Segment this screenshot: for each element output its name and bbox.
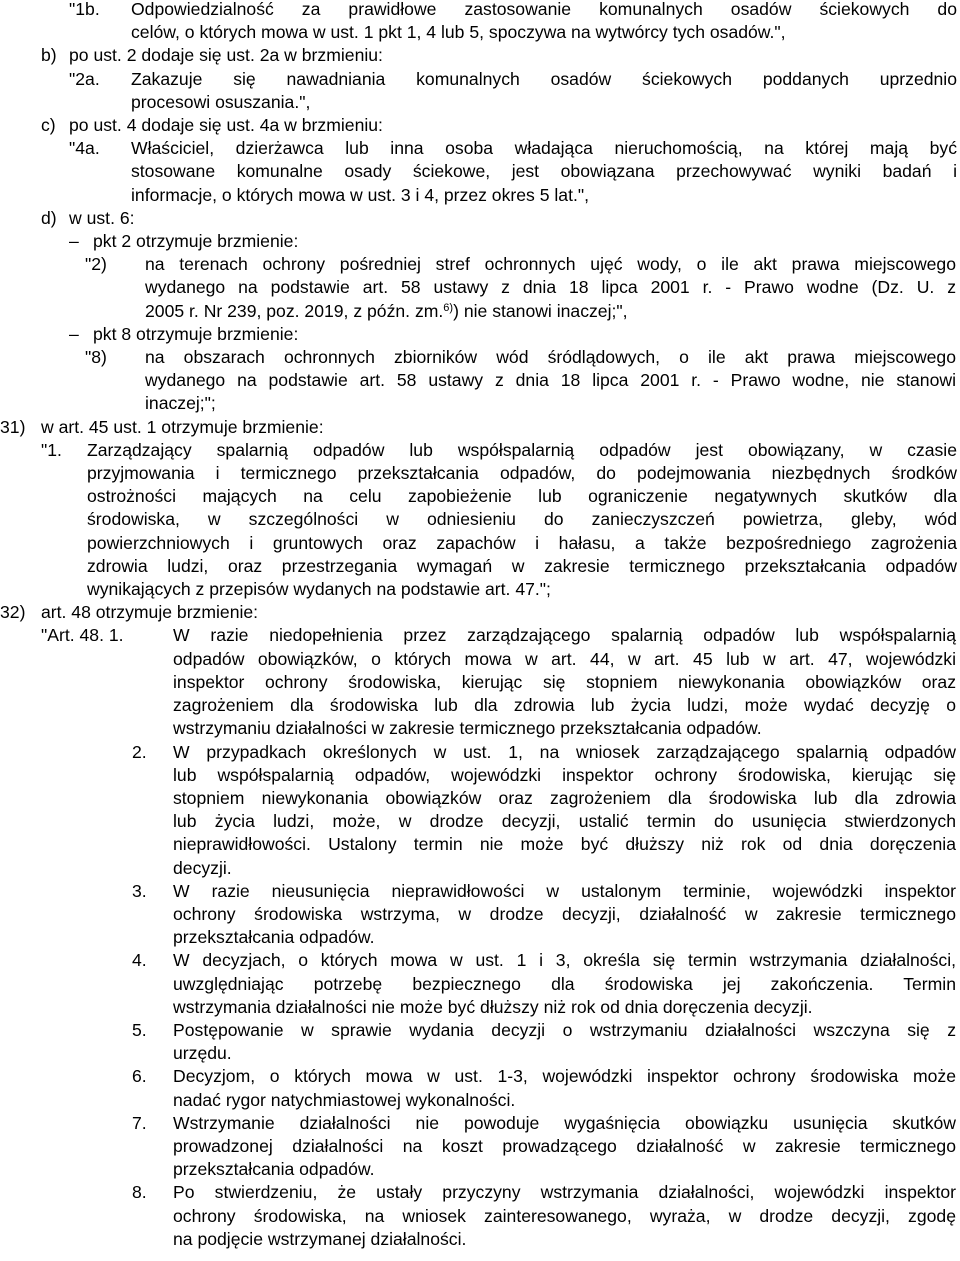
- text-line: urzędu.: [173, 1043, 232, 1064]
- item-label: 32): [0, 602, 26, 623]
- text-line: wydanego na podstawie art. 58 ustawy z dnia 18 lipca 2001 r. - Prawo wodne, nie stanowi: [145, 370, 956, 391]
- point-8: [0, 346, 960, 416]
- item-label: b): [41, 45, 57, 66]
- item-label: d): [41, 207, 57, 228]
- text-line: na obszarach ochronnych zbiorników wód śródlądowych, o ile akt prawa miejscowego: [145, 347, 956, 368]
- text-line: przyjmowania i termicznego przekształcania odpadów, do podejmowania niezbędnych środków: [87, 463, 957, 484]
- text-line: W przypadkach określonych w ust. 1, na wniosek zarządzającego spalarnią odpadów: [173, 741, 956, 762]
- text-line: przekształcania odpadów.: [173, 927, 375, 948]
- paragraph-art-45-ust-1: [0, 439, 960, 601]
- item-32: [0, 601, 960, 624]
- text-line: pkt 8 otrzymuje brzmienie:: [93, 323, 299, 344]
- text-line: stopniem niewykonania obowiązków oraz zagrożeniem dla środowiska lub dla zdrowia: [173, 787, 956, 808]
- text-line: Postępowanie w sprawie wydania decyzji o wstrzymaniu działalności wszczyna się z: [173, 1019, 956, 1040]
- ust-label: 4.: [132, 950, 147, 971]
- paragraph-label: "4a.: [69, 138, 100, 159]
- text-line: uwzględniając potrzebę bezpiecznego dla środowiska jej zakończenia. Termin: [173, 973, 956, 994]
- dash-label: –: [69, 323, 79, 344]
- item-b: [0, 44, 960, 67]
- ust-label: 2.: [132, 741, 147, 762]
- text-line: zdrowia ludzi, oraz przestrzegania wymagań w zakresie termicznego przekształcania odpadów: [87, 555, 957, 576]
- dash-item-pkt-2: [0, 230, 960, 253]
- item-c: [0, 114, 960, 137]
- art-48-ust-1: [0, 624, 960, 740]
- ust-label: 7.: [132, 1112, 147, 1133]
- text-line: wstrzymaniu działalności w zakresie termicznego przekształcania odpadów.: [173, 718, 762, 739]
- text-line: odpadów obowiązków, o których mowa w art. 44, w art. 45 lub w art. 47, wojewódzki: [173, 648, 956, 669]
- text-line: prowadzonej działalności na koszt prowadzącego działalność w zakresie termicznego: [173, 1135, 956, 1156]
- text-line: zagrożeniem dla środowiska lub dla zdrowia lub życia ludzi, może wydać decyzję o: [173, 695, 956, 716]
- text-line: Zarządzający spalarnią odpadów lub współspalarnią odpadów jest obowiązany, w czasie: [87, 439, 957, 460]
- text-line: art. 48 otrzymuje brzmienie:: [41, 602, 259, 623]
- text-line: ostrożności mających na celu zapobieżenie lub ograniczenie negatywnych skutków dla: [87, 486, 957, 507]
- text-line: W razie nieusunięcia nieprawidłowości w ustalonym terminie, wojewódzki inspektor: [173, 880, 956, 901]
- text-line: nieprawidłowości. Ustalony termin nie może być dłuższy niż rok od dnia doręczenia: [173, 834, 956, 855]
- footnote-ref: 6): [443, 301, 454, 314]
- text-line: wynikających z przepisów wydanych na podstawie art. 47.";: [87, 579, 551, 600]
- text-line: lub współspalarnią odpadów, wojewódzki inspektor ochrony środowiska, kierując się: [173, 764, 956, 785]
- text-line: celów, o których mowa w ust. 1 pkt 1, 4 lub 5, spoczywa na wytwórcy tych osadów.",: [131, 22, 786, 43]
- art-48-ust-6: [0, 1065, 960, 1111]
- text-line: informacje, o których mowa w ust. 3 i 4, przez okres 5 lat.",: [131, 184, 589, 205]
- text-line: Odpowiedzialność za prawidłowe zastosowanie komunalnych osadów ściekowych do: [131, 0, 957, 19]
- item-label: 31): [0, 416, 26, 437]
- item-label: c): [41, 115, 56, 136]
- text-line: ) nie stanowi inaczej;",: [453, 300, 628, 321]
- text-line: Po stwierdzeniu, że ustały przyczyny wstrzymania działalności, wojewódzki inspektor: [173, 1182, 956, 1203]
- text-line: W razie niedopełnienia przez zarządzającego spalarnią odpadów lub współspalarnią: [173, 625, 956, 646]
- text-line: wstrzymania działalności nie może być dłuższy niż rok od dnia doręczenia decyzji.: [173, 996, 813, 1017]
- text-line: na terenach ochrony pośredniej stref ochronnych ujęć wody, o ile akt prawa miejscowego: [145, 254, 956, 275]
- text-line: procesowi osuszania.",: [131, 91, 311, 112]
- paragraph-1b: [0, 0, 960, 44]
- text-line: środowiska, w szczególności w odniesieniu do zanieczyszczeń powietrza, gleby, wód: [87, 509, 957, 530]
- paragraph-label: "1.: [41, 439, 62, 460]
- paragraph-4a: [0, 137, 960, 207]
- text-line: W decyzjach, o których mowa w ust. 1 i 3, określa się termin wstrzymania działalności,: [173, 950, 956, 971]
- ust-label: 3.: [132, 880, 147, 901]
- paragraph-2a: [0, 68, 960, 114]
- text-line: inaczej;";: [145, 393, 216, 414]
- text-line: stosowane komunalne osady ściekowe, jest obowiązana przechowywać wyniki badań i: [131, 161, 957, 182]
- text-line: wydanego na podstawie art. 58 ustawy z dnia 18 lipca 2001 r. - Prawo wodne (Dz. U. z: [145, 277, 956, 298]
- text-line: na podjęcie wstrzymanej działalności.: [173, 1228, 467, 1249]
- text-line: ochrony środowiska wstrzyma, w drodze decyzji, działalność w zakresie termicznego: [173, 903, 956, 924]
- text-line: w ust. 6:: [69, 207, 135, 228]
- ust-label: 6.: [132, 1066, 147, 1087]
- ust-label: 5.: [132, 1019, 147, 1040]
- art-48-ust-2: [0, 741, 960, 880]
- point-label: "2): [85, 254, 107, 275]
- text-line: decyzji.: [173, 857, 232, 878]
- paragraph-label: "2a.: [69, 68, 100, 89]
- paragraph-label: "1b.: [69, 0, 100, 19]
- item-d: [0, 207, 960, 230]
- dash-item-pkt-8: [0, 323, 960, 346]
- ust-label: 8.: [132, 1182, 147, 1203]
- text-line: lub życia ludzi, może, w drodze decyzji, ustalić termin do usunięcia stwierdzonych: [173, 811, 956, 832]
- text-line: ochrony środowiska, na wniosek zainteresowanego, wyraża, w drodze decyzji, zgodę: [173, 1205, 956, 1226]
- text-line: nadać rygor natychmiastowej wykonalności.: [173, 1089, 516, 1110]
- text-line: Zakazuje się nawadniania komunalnych osadów ściekowych poddanych uprzednio: [131, 68, 957, 89]
- article-label: "Art. 48. 1.: [41, 625, 124, 646]
- text-line: powierzchniowych i gruntowych oraz zapachów i hałasu, a także bezpośredniego zagrożenia: [87, 532, 957, 553]
- text-line: Właściciel, dzierżawca lub inna osoba władająca nieruchomością, na której mają być: [131, 138, 957, 159]
- point-label: "8): [85, 347, 107, 368]
- art-48-ust-7: [0, 1112, 960, 1182]
- item-31: [0, 416, 960, 439]
- art-48-ust-3: [0, 880, 960, 950]
- art-48-ust-8: [0, 1181, 960, 1251]
- text-line: Decyzjom, o których mowa w ust. 1-3, wojewódzki inspektor ochrony środowiska może: [173, 1066, 956, 1087]
- text-line: 2005 r. Nr 239, poz. 2019, z późn. zm.: [145, 300, 444, 321]
- text-line: w art. 45 ust. 1 otrzymuje brzmienie:: [41, 416, 324, 437]
- point-2: [0, 253, 960, 323]
- text-line: inspektor ochrony środowiska, kierując się stopniem niewykonania obowiązków oraz: [173, 671, 956, 692]
- text-line: pkt 2 otrzymuje brzmienie:: [93, 231, 299, 252]
- text-line: po ust. 2 dodaje się ust. 2a w brzmieniu:: [69, 45, 383, 66]
- art-48-ust-4: [0, 949, 960, 1019]
- text-line: przekształcania odpadów.: [173, 1159, 375, 1180]
- text-line: po ust. 4 dodaje się ust. 4a w brzmieniu:: [69, 115, 383, 136]
- text-line: Wstrzymanie działalności nie powoduje wygaśnięcia obowiązku usunięcia skutków: [173, 1112, 956, 1133]
- dash-label: –: [69, 231, 79, 252]
- art-48-ust-5: [0, 1019, 960, 1065]
